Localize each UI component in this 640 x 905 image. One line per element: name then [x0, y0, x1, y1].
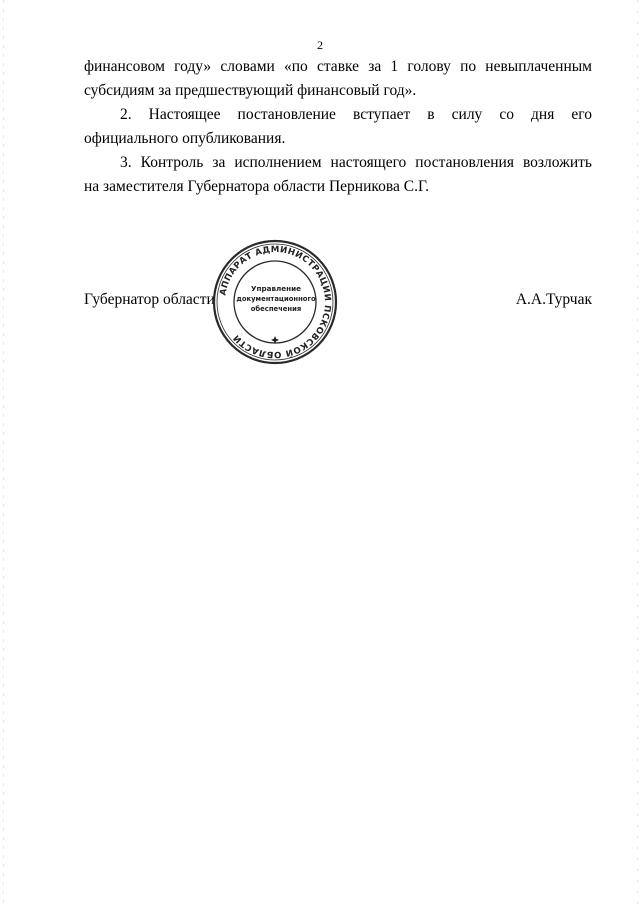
- signatory-name: А.А.Турчак: [515, 291, 592, 308]
- paragraph-2: [84, 103, 592, 151]
- paragraph-2-line-2: официального опубликования.: [84, 130, 286, 147]
- paragraph-3-line-1: 3. Контроль за исполнением настоящего постановления возложить: [120, 154, 592, 171]
- stamp-inner-line-2: документационного: [236, 295, 316, 303]
- paragraph-3-line-2: на заместителя Губернатора области Перникова С.Г.: [84, 178, 430, 195]
- stamp-outer-text: АППАРАТ АДМИНИСТРАЦИИ ПСКОВСКОЙ ОБЛАСТИ: [218, 244, 333, 360]
- paragraph-1-line-1: финансовом году» словами «по ставке за 1 голову по невыплаченным: [84, 58, 592, 75]
- paragraph-2-line-1: 2. Настоящее постановление вступает в силу со дня его: [120, 106, 592, 123]
- paragraph-1: [84, 55, 592, 103]
- page-number: 2: [317, 38, 323, 52]
- scan-edge-right: [637, 0, 638, 905]
- stamp-inner-line-3: обеспечения: [250, 305, 302, 313]
- paragraph-1-line-2: субсидиям за предшествующий финансовый год».: [84, 82, 417, 99]
- scan-edge-left: [3, 0, 4, 905]
- stamp-inner-line-1: Управление: [250, 284, 302, 293]
- signatory-position: Губернатор области: [84, 291, 215, 308]
- official-stamp: [210, 237, 340, 367]
- paragraph-3: [84, 151, 592, 199]
